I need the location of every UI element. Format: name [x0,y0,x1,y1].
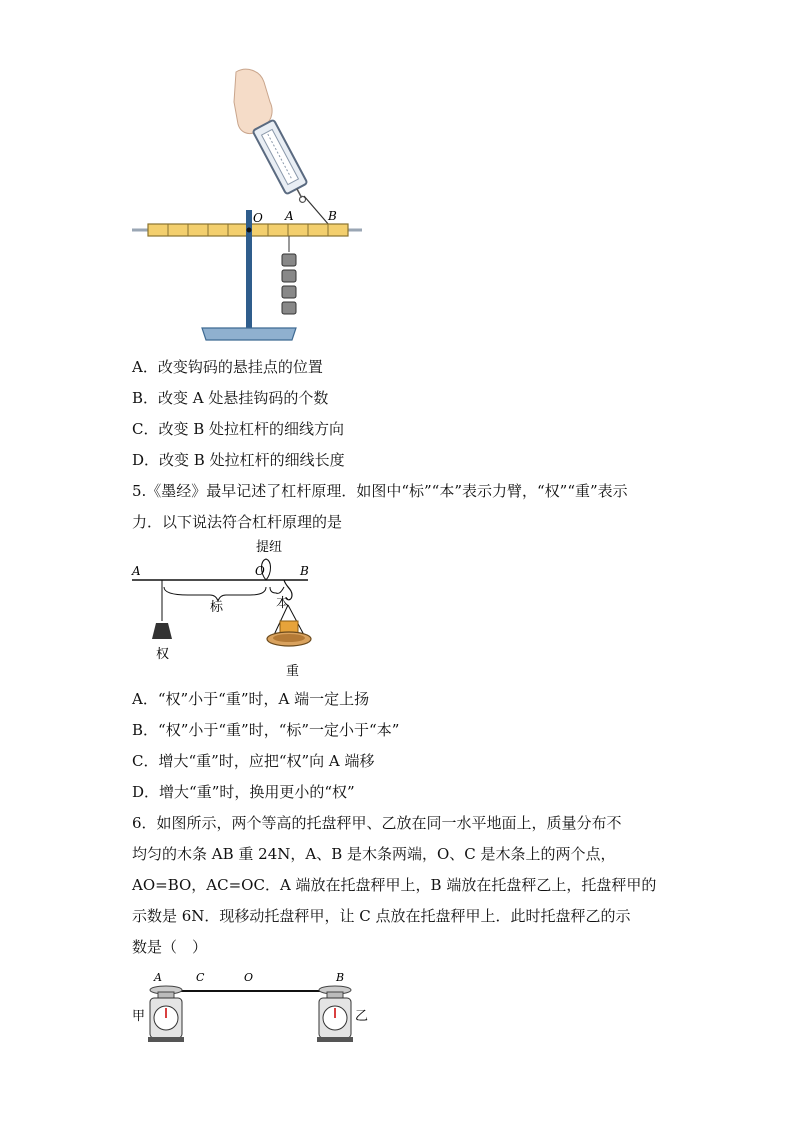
q6-stem-line1: 6．如图所示，两个等高的托盘秤甲、乙放在同一水平地面上，质量分布不 [132,814,622,832]
scale-yi [317,986,353,1042]
q5-stem-line1: 5.《墨经》最早记述了杠杆原理．如图中“标”“本”表示力臂，“权”“重”表示 [132,482,628,500]
q5-option-b: B．“权”小于“重”时，“标”一定小于“本” [132,721,400,739]
fig3-label-yi: 乙 [355,1009,369,1024]
fig3-label-c: C [196,971,205,984]
q4-option-c: C．改变 B 处拉杠杆的细线方向 [132,420,345,438]
stand-base [202,328,296,340]
q5-option-a: A．“权”小于“重”时，A 端一定上扬 [132,690,370,708]
fig2-label-b: B [300,564,309,578]
q6-stem-line4: 示数是 6N．现移动托盘秤甲，让 C 点放在托盘秤甲上．此时托盘秤乙的示 [132,907,631,925]
q6-stem-line2: 均匀的木条 AB 重 24N，A、B 是木条两端，O、C 是木条上的两个点， [132,845,616,863]
fig2-label-a: A [132,564,141,578]
q6-stem-line3: AO=BO，AC=OC．A 端放在托盘秤甲上，B 端放在托盘秤乙上，托盘秤甲的 [132,876,657,894]
fig1-label-o: O [253,211,263,225]
fig2-label-biao: 标 [210,600,224,615]
spring-scale [253,120,315,208]
fig2-label-o: O [255,564,265,578]
fig2-label-ben: 本 [276,596,290,611]
fig3-label-b: B [336,971,345,984]
two-scales-figure [128,965,378,1047]
scale-jia [148,986,184,1042]
fig2-label-tizhu: 提纽 [256,540,283,555]
q5-option-d: D．增大“重”时，换用更小的“权” [132,783,355,801]
fig3-label-jia: 甲 [132,1009,146,1024]
q4-option-d: D．改变 B 处拉杠杆的细线长度 [132,451,345,469]
fig2-label-zhong: 重 [286,664,300,679]
q4-option-a: A．改变钩码的悬挂点的位置 [132,358,323,376]
q5-stem-line2: 力．以下说法符合杠杆原理的是 [132,513,343,531]
counterweight-quan [152,623,172,639]
fig1-label-a: A [285,209,294,223]
q6-stem-line5: 数是（ ） [132,938,208,956]
fig3-label-o: O [244,971,254,984]
hook-weights [282,254,296,314]
fig3-label-a: A [154,971,162,984]
q5-option-c: C．增大“重”时，应把“权”向 A 端移 [132,752,375,770]
lever-spring-scale-figure [128,62,378,347]
steelyard-figure [128,535,328,683]
fig2-label-quan: 权 [156,647,170,662]
fig1-label-b: B [328,209,337,223]
q4-option-b: B．改变 A 处悬挂钩码的个数 [132,389,329,407]
